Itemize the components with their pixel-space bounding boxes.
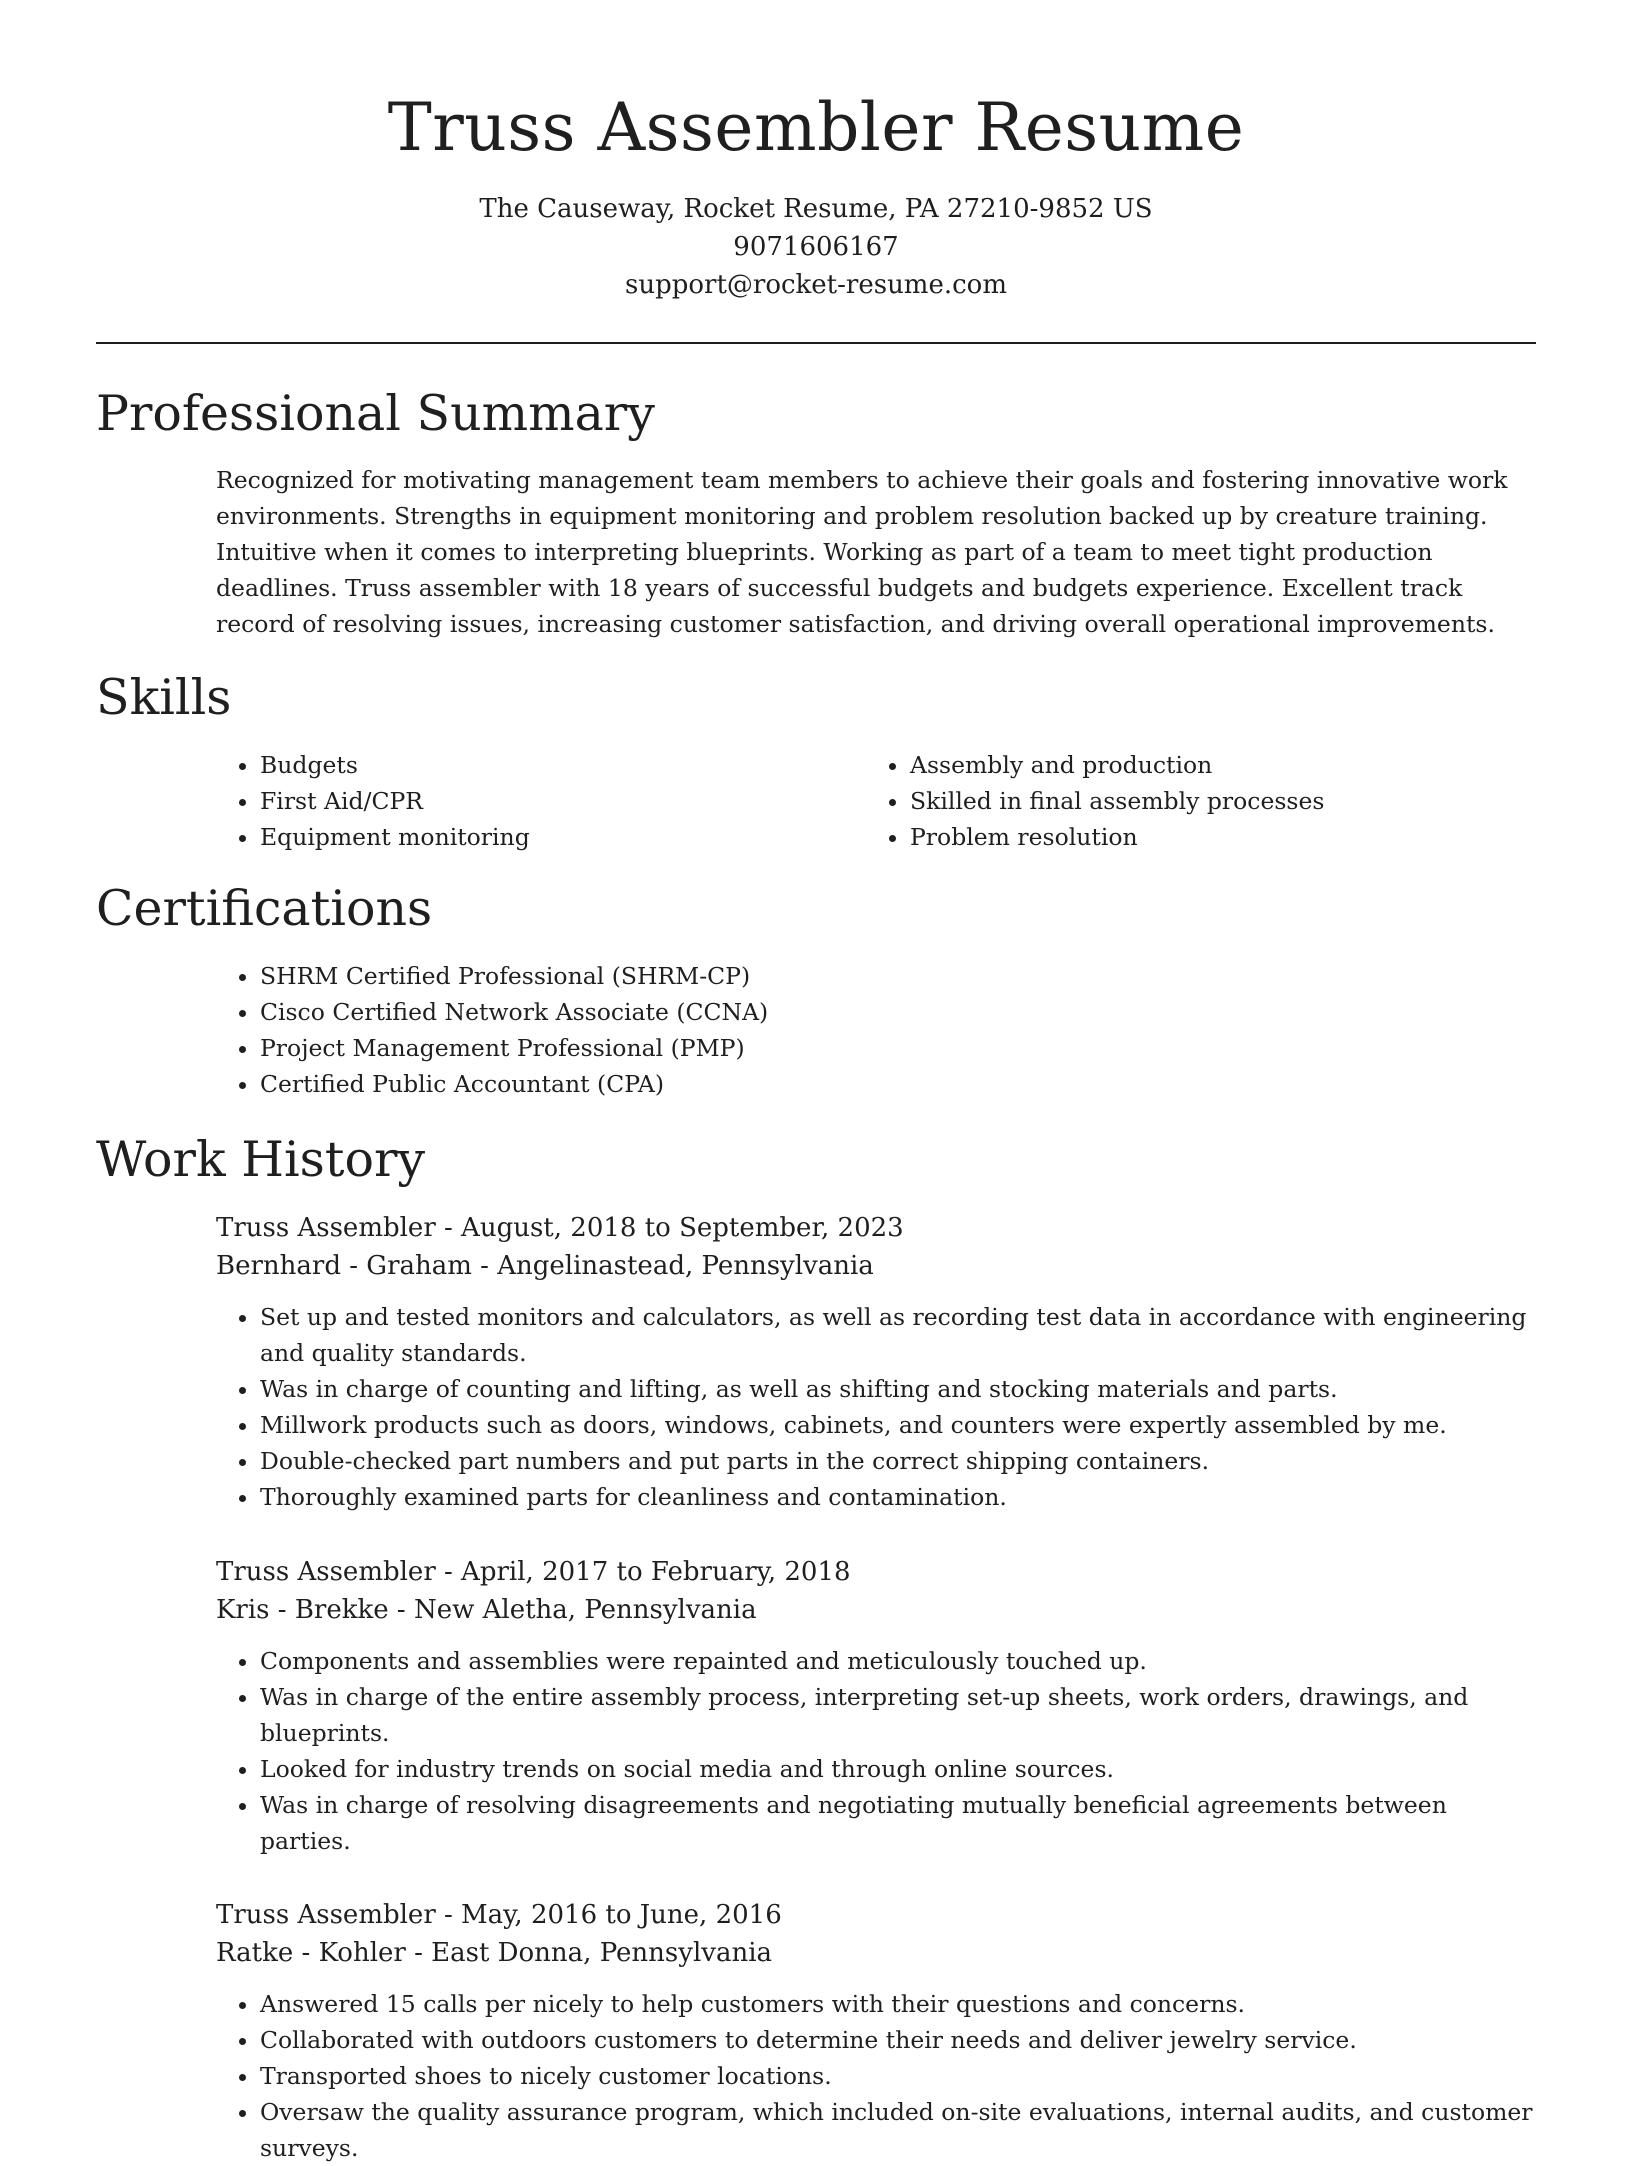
job-bullet: • Set up and tested monitors and calculators, as well as recording test data in accordance with engineering and quality standards. bbox=[260, 1299, 1536, 1371]
certification-item: • SHRM Certified Professional (SHRM-CP) bbox=[260, 958, 1416, 994]
contact-email: support@rocket-resume.com bbox=[624, 270, 1007, 300]
skills-column-right bbox=[866, 747, 1466, 855]
job-bullet: • Collaborated with outdoors customers to determine their needs and deliver jewelry service. bbox=[260, 2022, 1536, 2058]
skill-item: • Assembly and production bbox=[910, 747, 1466, 783]
job-company: Kris - Brekke - New Aletha, Pennsylvania bbox=[216, 1595, 757, 1625]
certifications-heading: Certifications bbox=[96, 880, 433, 937]
job-title: Truss Assembler - May, 2016 to June, 2016 bbox=[216, 1900, 782, 1930]
skill-item: • Equipment monitoring bbox=[260, 819, 816, 855]
job-bullet: • Was in charge of counting and lifting, as well as shifting and stocking materials and parts. bbox=[260, 1371, 1536, 1407]
certification-item: • Project Management Professional (PMP) bbox=[260, 1030, 1416, 1066]
resume-title: Truss Assembler Resume bbox=[387, 89, 1245, 166]
skill-item: • Budgets bbox=[260, 747, 816, 783]
job-entry bbox=[216, 1896, 1536, 2166]
certifications-list bbox=[216, 958, 1416, 1102]
job-bullet: • Millwork products such as doors, windows, cabinets, and counters were expertly assembled by me. bbox=[260, 1407, 1536, 1443]
job-bullet: • Double-checked part numbers and put parts in the correct shipping containers. bbox=[260, 1443, 1536, 1479]
skill-item: • Skilled in final assembly processes bbox=[910, 783, 1466, 819]
skill-item: • Problem resolution bbox=[910, 819, 1466, 855]
certification-item: • Cisco Certified Network Associate (CCNA) bbox=[260, 994, 1416, 1030]
summary-text: Recognized for motivating management team members to achieve their goals and fostering innovative work environments. Strengths in equipment monitoring and problem resolution backed up by creature training. Intuitive when it comes to interpreting blueprints. Working as part of a team to meet tight production deadlines. Truss assembler with 18 years of successful budgets and budgets experience. Excellent track record of resolving issues, increasing customer satisfaction, and driving overall operational improvements. bbox=[216, 466, 1508, 638]
work-history-heading: Work History bbox=[96, 1131, 426, 1188]
contact-address: The Causeway, Rocket Resume, PA 27210-9852 US bbox=[479, 194, 1153, 224]
job-title: Truss Assembler - April, 2017 to February, 2018 bbox=[216, 1557, 851, 1587]
skills-heading: Skills bbox=[96, 669, 232, 726]
job-bullet: • Looked for industry trends on social media and through online sources. bbox=[260, 1751, 1536, 1787]
job-bullet: • Oversaw the quality assurance program, which included on-site evaluations, internal audits, and customer surveys. bbox=[260, 2094, 1536, 2166]
summary-heading: Professional Summary bbox=[96, 385, 655, 442]
job-bullet: • Answered 15 calls per nicely to help customers with their questions and concerns. bbox=[260, 1986, 1536, 2022]
certification-item: • Certified Public Accountant (CPA) bbox=[260, 1066, 1416, 1102]
job-bullet: • Components and assemblies were repainted and meticulously touched up. bbox=[260, 1643, 1536, 1679]
job-entry bbox=[216, 1553, 1536, 1859]
header-divider bbox=[96, 342, 1536, 344]
job-bullet: • Was in charge of resolving disagreements and negotiating mutually beneficial agreements between parties. bbox=[260, 1787, 1536, 1859]
resume-header bbox=[96, 80, 1536, 304]
job-bullet: • Was in charge of the entire assembly process, interpreting set-up sheets, work orders, drawings, and blueprints. bbox=[260, 1679, 1536, 1751]
job-company: Bernhard - Graham - Angelinastead, Pennsylvania bbox=[216, 1251, 874, 1281]
job-bullet: • Transported shoes to nicely customer locations. bbox=[260, 2058, 1536, 2094]
job-bullet: • Thoroughly examined parts for cleanliness and contamination. bbox=[260, 1479, 1536, 1515]
contact-phone: 9071606167 bbox=[733, 232, 899, 262]
skill-item: • First Aid/CPR bbox=[260, 783, 816, 819]
skills-column-left bbox=[216, 747, 816, 855]
job-company: Ratke - Kohler - East Donna, Pennsylvania bbox=[216, 1938, 773, 1968]
job-entry bbox=[216, 1209, 1536, 1515]
job-title: Truss Assembler - August, 2018 to September, 2023 bbox=[216, 1213, 904, 1243]
